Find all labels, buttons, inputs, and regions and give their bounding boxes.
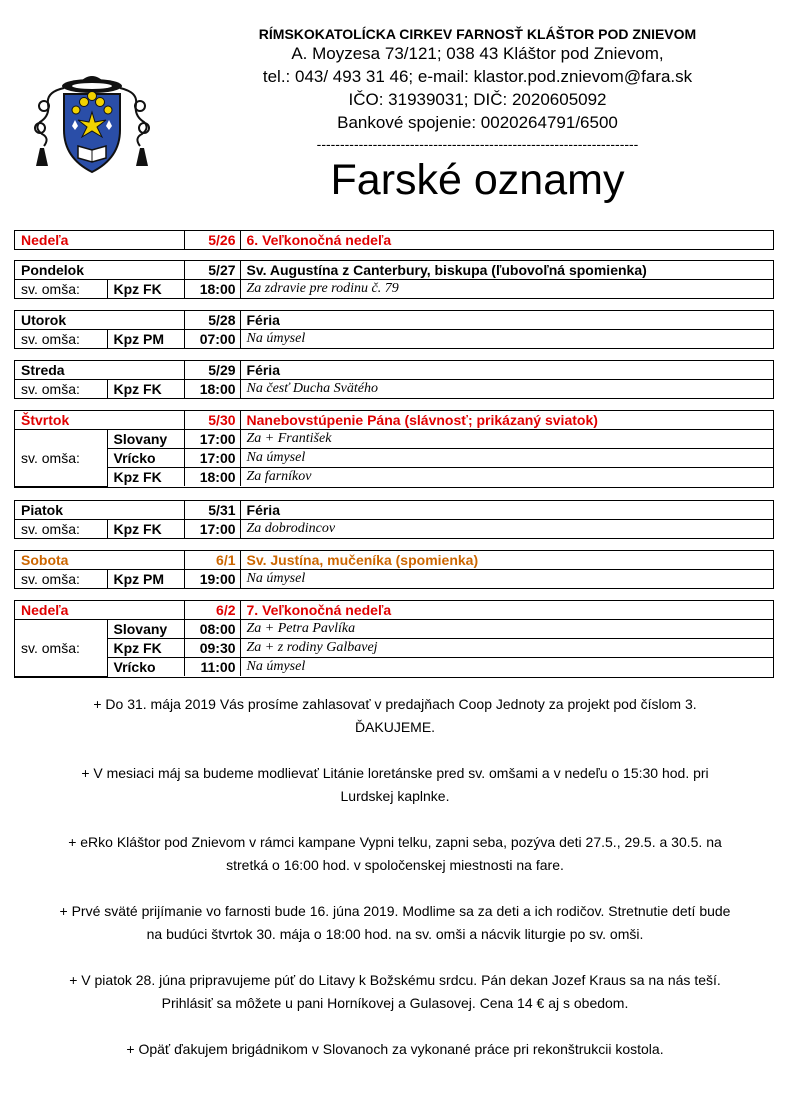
feast-name: Féria — [240, 311, 773, 330]
table-row — [15, 551, 773, 570]
announcement-line: ĎAKUJEME. — [354, 719, 436, 735]
table-row — [15, 639, 773, 658]
announcement — [0, 831, 790, 877]
mass-time: 17:00 — [184, 430, 240, 449]
day-date: 6/2 — [184, 601, 240, 620]
mass-label: sv. omša: — [15, 520, 107, 539]
day-name: Streda — [15, 361, 184, 380]
announcement-line: + V piatok 28. júna pripravujeme púť do Litavy k Božskému srdcu. Pán dekan Jozef Kraus sa na nás teší. — [69, 972, 721, 988]
mass-intention: Na úmysel — [240, 570, 773, 589]
day-date: 5/31 — [184, 501, 240, 520]
mass-time: 11:00 — [184, 658, 240, 677]
feast-name: Nanebovstúpenie Pána (slávnosť; prikázaný sviatok) — [240, 411, 773, 430]
mass-intention: Za farníkov — [240, 468, 773, 487]
table-row — [15, 468, 773, 487]
mass-time: 17:00 — [184, 449, 240, 468]
table-row — [15, 411, 773, 430]
table-row — [15, 380, 773, 399]
organization-name: RÍMSKOKATOLÍCKA CIRKEV FARNOSŤ KLÁŠTOR POD ZNIEVOM — [258, 26, 697, 42]
schedule-block-sunday — [14, 230, 774, 250]
mass-time: 07:00 — [184, 330, 240, 349]
table-row — [15, 501, 773, 520]
mass-time: 18:00 — [184, 280, 240, 299]
table-row — [15, 361, 773, 380]
feast-name: Sv. Justína, mučeníka (spomienka) — [240, 551, 773, 570]
mass-place: Vrícko — [107, 658, 184, 677]
day-date: 5/29 — [184, 361, 240, 380]
day-name: Nedeľa — [15, 601, 184, 620]
page-title: Farské oznamy — [330, 156, 625, 204]
mass-label: sv. omša: — [15, 330, 107, 349]
day-name: Piatok — [15, 501, 184, 520]
day-name: Sobota — [15, 551, 184, 570]
mass-intention: Za zdravie pre rodinu č. 79 — [240, 280, 773, 299]
mass-place: Kpz PM — [107, 570, 184, 589]
mass-place: Kpz FK — [107, 280, 184, 299]
feast-name: Féria — [240, 501, 773, 520]
table-row — [15, 620, 773, 639]
mass-place: Kpz FK — [107, 468, 184, 487]
table-row — [15, 449, 773, 468]
mass-place: Kpz FK — [107, 380, 184, 399]
mass-time: 18:00 — [184, 468, 240, 487]
table-row — [15, 311, 773, 330]
mass-time: 09:30 — [184, 639, 240, 658]
mass-intention: Za + Petra Pavlíka — [240, 620, 773, 639]
day-name: Nedeľa — [15, 231, 184, 249]
announcement-line: + eRko Kláštor pod Znievom v rámci kampane Vypni telku, zapni seba, pozýva deti 27.5., 29.5. a 30.5. na — [68, 834, 722, 850]
mass-label: sv. omša: — [15, 430, 107, 487]
day-date: 5/28 — [184, 311, 240, 330]
schedule-block-monday — [14, 260, 774, 299]
day-date: 5/27 — [184, 261, 240, 280]
schedule-block-saturday — [14, 550, 774, 589]
day-name: Utorok — [15, 311, 184, 330]
mass-time: 08:00 — [184, 620, 240, 639]
announcement — [0, 969, 790, 1015]
mass-intention: Na úmysel — [240, 449, 773, 468]
table-row — [15, 261, 773, 280]
address: A. Moyzesa 73/121; 038 43 Kláštor pod Znievom, — [291, 44, 664, 63]
announcement — [0, 900, 790, 946]
announcement — [0, 762, 790, 808]
feast-name: 7. Veľkonočná nedeľa — [240, 601, 773, 620]
table-row — [15, 430, 773, 449]
mass-intention: Na úmysel — [240, 330, 773, 349]
feast-name: Féria — [240, 361, 773, 380]
table-row — [15, 658, 773, 677]
mass-place: Vrícko — [107, 449, 184, 468]
day-name: Štvrtok — [15, 411, 184, 430]
table-row — [15, 601, 773, 620]
schedule-block-wednesday — [14, 360, 774, 399]
announcement-line: + Do 31. mája 2019 Vás prosíme zahlasovať v predajňach Coop Jednoty za projekt pod číslom 3. — [93, 696, 697, 712]
announcement-line: + Opäť ďakujem brigádnikom v Slovanoch za vykonané práce pri rekonštrukcii kostola. — [126, 1041, 664, 1057]
announcement-line: Prihlásiť sa môžete u pani Horníkovej a Gulasovej. Cena 14 € aj s obedom. — [161, 995, 629, 1011]
mass-time: 19:00 — [184, 570, 240, 589]
announcement-line: na budúci štvrtok 30. mája o 18:00 hod. na sv. omši a nácvik liturgie po sv. omši. — [146, 926, 644, 942]
announcement-line: stretká o 16:00 hod. v spoločenskej miestnosti na fare. — [226, 857, 564, 873]
mass-label: sv. omša: — [15, 620, 107, 677]
mass-place: Kpz FK — [107, 520, 184, 539]
announcement-line: Lurdskej kaplnke. — [340, 788, 450, 804]
schedule-block-friday — [14, 500, 774, 539]
mass-intention: Na úmysel — [240, 658, 773, 677]
mass-time: 17:00 — [184, 520, 240, 539]
mass-intention: Za + František — [240, 430, 773, 449]
mass-place: Slovany — [107, 620, 184, 639]
mass-label: sv. omša: — [15, 380, 107, 399]
mass-place: Kpz PM — [107, 330, 184, 349]
feast-name: 6. Veľkonočná nedeľa — [240, 231, 773, 249]
feast-name: Sv. Augustína z Canterbury, biskupa (ľubovoľná spomienka) — [240, 261, 773, 280]
bank-account: Bankové spojenie: 0020264791/6500 — [337, 113, 618, 132]
mass-intention: Za + z rodiny Galbavej — [240, 639, 773, 658]
announcement — [0, 693, 790, 739]
mass-label: sv. omša: — [15, 570, 107, 589]
schedule-block-tuesday — [14, 310, 774, 349]
mass-place: Kpz FK — [107, 639, 184, 658]
schedule-block-thursday — [14, 410, 774, 488]
day-date: 5/30 — [184, 411, 240, 430]
day-name: Pondelok — [15, 261, 184, 280]
table-row — [15, 570, 773, 589]
company-ids: IČO: 31939031; DIČ: 2020605092 — [348, 90, 607, 109]
mass-intention: Za dobrodincov — [240, 520, 773, 539]
header-divider: --------------------------------------------------------------------- — [316, 136, 639, 152]
mass-intention: Na česť Ducha Svätého — [240, 380, 773, 399]
day-date: 5/26 — [184, 231, 240, 249]
mass-label: sv. omša: — [15, 280, 107, 299]
contact-info: tel.: 043/ 493 31 46; e-mail: klastor.pod.znievom@fara.sk — [262, 67, 693, 86]
announcement-line: + Prvé sväté prijímanie vo farnosti bude 16. júna 2019. Modlime sa za deti a ich rodičov. Stretnutie detí bude — [59, 903, 731, 919]
parish-crest-logo — [28, 62, 156, 180]
table-row — [15, 520, 773, 539]
day-date: 6/1 — [184, 551, 240, 570]
announcement-line: + V mesiaci máj sa budeme modlievať Litánie loretánske pred sv. omšami a v nedeľu o 15:30 hod. pri — [81, 765, 709, 781]
mass-time: 18:00 — [184, 380, 240, 399]
schedule-block-sunday-next — [14, 600, 774, 678]
table-row — [15, 330, 773, 349]
table-row — [15, 280, 773, 299]
announcement — [0, 1038, 790, 1061]
table-row — [15, 231, 773, 249]
mass-place: Slovany — [107, 430, 184, 449]
